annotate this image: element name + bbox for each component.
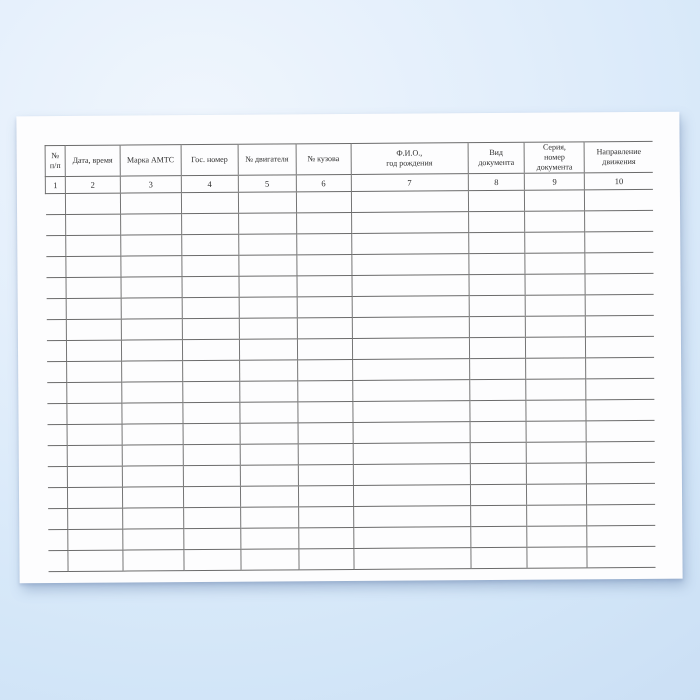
empty-cell xyxy=(352,401,469,423)
empty-cell xyxy=(525,211,585,232)
empty-cell xyxy=(525,295,585,316)
header-row-number: № п/п xyxy=(45,145,65,176)
empty-cell xyxy=(182,255,239,276)
empty-cell xyxy=(47,424,67,445)
empty-cell xyxy=(353,485,470,507)
column-number-cell: 10 xyxy=(585,172,653,189)
empty-cell xyxy=(585,273,653,294)
empty-cell xyxy=(352,359,469,381)
empty-cell xyxy=(299,548,354,569)
empty-cell xyxy=(468,232,525,253)
empty-cell xyxy=(470,505,527,526)
empty-cell xyxy=(121,298,182,319)
empty-cell xyxy=(68,529,123,550)
empty-cell xyxy=(525,190,585,211)
empty-cell xyxy=(240,486,298,507)
empty-cell xyxy=(296,191,351,212)
empty-cell xyxy=(586,399,654,420)
empty-cell xyxy=(527,547,587,568)
empty-cell xyxy=(585,189,653,210)
empty-cell xyxy=(298,443,353,464)
empty-cell xyxy=(46,340,66,361)
column-number-cell: 9 xyxy=(525,173,585,190)
empty-cell xyxy=(526,337,586,358)
empty-cell xyxy=(182,234,239,255)
empty-cell xyxy=(353,506,470,528)
empty-cell xyxy=(470,484,527,505)
empty-cell xyxy=(66,319,121,340)
empty-cell xyxy=(525,274,585,295)
empty-cell xyxy=(240,549,298,570)
empty-cell xyxy=(122,466,183,487)
empty-cell xyxy=(297,359,352,380)
empty-cell xyxy=(121,319,182,340)
empty-cell xyxy=(297,254,352,275)
empty-cell xyxy=(298,401,353,422)
empty-cell xyxy=(183,423,240,444)
empty-cell xyxy=(526,358,586,379)
empty-cell xyxy=(586,315,654,336)
empty-cell xyxy=(240,507,298,528)
document-sheet xyxy=(16,112,682,584)
empty-cell xyxy=(48,550,68,571)
empty-cell xyxy=(586,378,654,399)
empty-cell xyxy=(121,361,182,382)
empty-cell xyxy=(238,234,296,255)
empty-cell xyxy=(298,380,353,401)
empty-cell xyxy=(585,231,653,252)
empty-cell xyxy=(352,296,469,318)
empty-cell xyxy=(122,403,183,424)
empty-cell xyxy=(122,508,183,529)
empty-cell xyxy=(66,277,121,298)
empty-cell xyxy=(297,275,352,296)
empty-cell xyxy=(120,235,181,256)
empty-cell xyxy=(182,213,239,234)
table-header-row xyxy=(45,141,653,176)
empty-cell xyxy=(527,505,587,526)
empty-cell xyxy=(183,339,240,360)
empty-cell xyxy=(471,547,528,568)
empty-cell xyxy=(352,275,469,297)
empty-cell xyxy=(240,465,298,486)
empty-cell xyxy=(67,466,122,487)
empty-cell xyxy=(586,420,654,441)
empty-cell xyxy=(68,487,123,508)
header-name-birthyear: Ф.И.О., год рождения xyxy=(351,143,468,175)
empty-cell xyxy=(298,506,353,527)
empty-cell xyxy=(527,526,587,547)
empty-cell xyxy=(122,529,183,550)
empty-cell xyxy=(47,466,67,487)
empty-cell xyxy=(298,485,353,506)
empty-cell xyxy=(120,214,181,235)
column-number-cell: 4 xyxy=(181,175,238,192)
empty-cell xyxy=(238,213,296,234)
empty-cell xyxy=(587,546,655,567)
empty-cell xyxy=(526,442,586,463)
empty-cell xyxy=(470,463,527,484)
header-date-time: Дата, время xyxy=(65,145,120,176)
empty-cell xyxy=(182,276,239,297)
empty-cell xyxy=(183,444,240,465)
empty-cell xyxy=(68,508,123,529)
empty-cell xyxy=(587,483,655,504)
empty-cell xyxy=(297,338,352,359)
header-state-plate: Гос. номер xyxy=(181,144,238,175)
empty-cell xyxy=(585,252,653,273)
empty-cell xyxy=(181,192,238,213)
empty-cell xyxy=(47,487,67,508)
empty-cell xyxy=(239,318,297,339)
empty-cell xyxy=(66,235,121,256)
empty-cell xyxy=(239,276,297,297)
empty-cell xyxy=(122,445,183,466)
column-number-cell: 8 xyxy=(468,173,525,190)
empty-cell xyxy=(297,233,352,254)
empty-cell xyxy=(123,550,184,571)
empty-cell xyxy=(470,442,527,463)
empty-cell xyxy=(297,296,352,317)
empty-cell xyxy=(351,233,468,255)
empty-cell xyxy=(586,336,654,357)
empty-cell xyxy=(353,464,470,486)
empty-cell xyxy=(470,400,527,421)
empty-cell xyxy=(182,297,239,318)
empty-cell xyxy=(352,380,469,402)
empty-cell xyxy=(526,400,586,421)
empty-cell xyxy=(297,317,352,338)
empty-cell xyxy=(46,256,66,277)
header-body-number: № кузова xyxy=(296,143,351,174)
empty-cell xyxy=(47,382,67,403)
empty-cell xyxy=(47,361,67,382)
empty-cell xyxy=(469,379,526,400)
column-number-cell: 7 xyxy=(351,174,468,192)
empty-cell xyxy=(526,421,586,442)
empty-cell xyxy=(469,358,526,379)
table-row xyxy=(48,546,656,571)
empty-cell xyxy=(240,444,298,465)
empty-cell xyxy=(296,212,351,233)
empty-cell xyxy=(353,527,470,549)
empty-cell xyxy=(66,298,121,319)
empty-cell xyxy=(121,277,182,298)
empty-cell xyxy=(468,190,525,211)
empty-cell xyxy=(469,316,526,337)
empty-cell xyxy=(182,318,239,339)
empty-cell xyxy=(525,232,585,253)
empty-cell xyxy=(122,424,183,445)
empty-cell xyxy=(46,298,66,319)
empty-cell xyxy=(468,211,525,232)
empty-cell xyxy=(587,462,655,483)
registration-journal-table xyxy=(45,141,656,572)
empty-cell xyxy=(298,464,353,485)
empty-cell xyxy=(352,317,469,339)
empty-cell xyxy=(469,337,526,358)
empty-cell xyxy=(238,255,296,276)
empty-cell xyxy=(47,403,67,424)
empty-cell xyxy=(469,295,526,316)
empty-cell xyxy=(46,235,66,256)
empty-cell xyxy=(183,360,240,381)
empty-cell xyxy=(526,379,586,400)
empty-cell xyxy=(183,381,240,402)
empty-cell xyxy=(48,529,68,550)
empty-cell xyxy=(183,465,240,486)
empty-cell xyxy=(67,403,122,424)
empty-cell xyxy=(586,357,654,378)
empty-cell xyxy=(46,277,66,298)
header-engine-number: № двигателя xyxy=(238,144,297,175)
empty-cell xyxy=(352,338,469,360)
header-document-type: Вид документа xyxy=(468,142,525,173)
empty-cell xyxy=(239,297,297,318)
empty-cell xyxy=(587,441,655,462)
empty-cell xyxy=(183,402,240,423)
empty-cell xyxy=(67,445,122,466)
empty-cell xyxy=(68,550,123,571)
empty-cell xyxy=(184,528,241,549)
empty-cell xyxy=(67,424,122,445)
empty-cell xyxy=(299,527,354,548)
empty-cell xyxy=(240,423,298,444)
empty-cell xyxy=(240,528,298,549)
empty-cell xyxy=(353,443,470,465)
empty-cell xyxy=(66,256,121,277)
empty-cell xyxy=(527,463,587,484)
empty-cell xyxy=(587,525,655,546)
empty-cell xyxy=(121,256,182,277)
empty-cell xyxy=(122,487,183,508)
empty-cell xyxy=(471,526,528,547)
empty-cell xyxy=(184,549,241,570)
empty-cell xyxy=(353,422,470,444)
empty-cell xyxy=(121,340,182,361)
empty-cell xyxy=(469,253,526,274)
empty-cell xyxy=(184,507,241,528)
empty-cell xyxy=(525,253,585,274)
empty-cell xyxy=(67,382,122,403)
empty-cell xyxy=(351,254,468,276)
empty-cell xyxy=(527,484,587,505)
empty-cell xyxy=(526,316,586,337)
empty-cell xyxy=(120,193,181,214)
column-number-cell: 6 xyxy=(296,174,351,191)
empty-cell xyxy=(586,294,654,315)
column-number-cell: 2 xyxy=(65,176,120,193)
empty-cell xyxy=(351,212,468,234)
header-vehicle-make: Марка АМТС xyxy=(120,145,182,176)
empty-cell xyxy=(351,191,468,213)
empty-cell xyxy=(587,504,655,525)
empty-cell xyxy=(239,339,297,360)
header-direction: Направление движения xyxy=(584,141,652,172)
empty-cell xyxy=(353,548,470,570)
empty-cell xyxy=(469,274,526,295)
empty-cell xyxy=(238,192,296,213)
empty-cell xyxy=(47,445,67,466)
empty-cell xyxy=(66,340,121,361)
empty-cell xyxy=(239,381,297,402)
empty-cell xyxy=(298,422,353,443)
empty-cell xyxy=(45,193,65,214)
empty-cell xyxy=(121,382,182,403)
empty-cell xyxy=(585,210,653,231)
empty-cell xyxy=(48,508,68,529)
column-number-cell: 1 xyxy=(45,176,65,193)
column-number-cell: 5 xyxy=(238,175,296,192)
empty-cell xyxy=(67,361,122,382)
empty-cell xyxy=(66,214,121,235)
header-document-series: Серия, номер документа xyxy=(524,142,584,173)
empty-cell xyxy=(239,402,297,423)
empty-cell xyxy=(46,214,66,235)
empty-cell xyxy=(46,319,66,340)
empty-cell xyxy=(239,360,297,381)
empty-cell xyxy=(184,486,241,507)
column-number-cell: 3 xyxy=(120,176,181,193)
empty-cell xyxy=(65,193,120,214)
empty-cell xyxy=(470,421,527,442)
